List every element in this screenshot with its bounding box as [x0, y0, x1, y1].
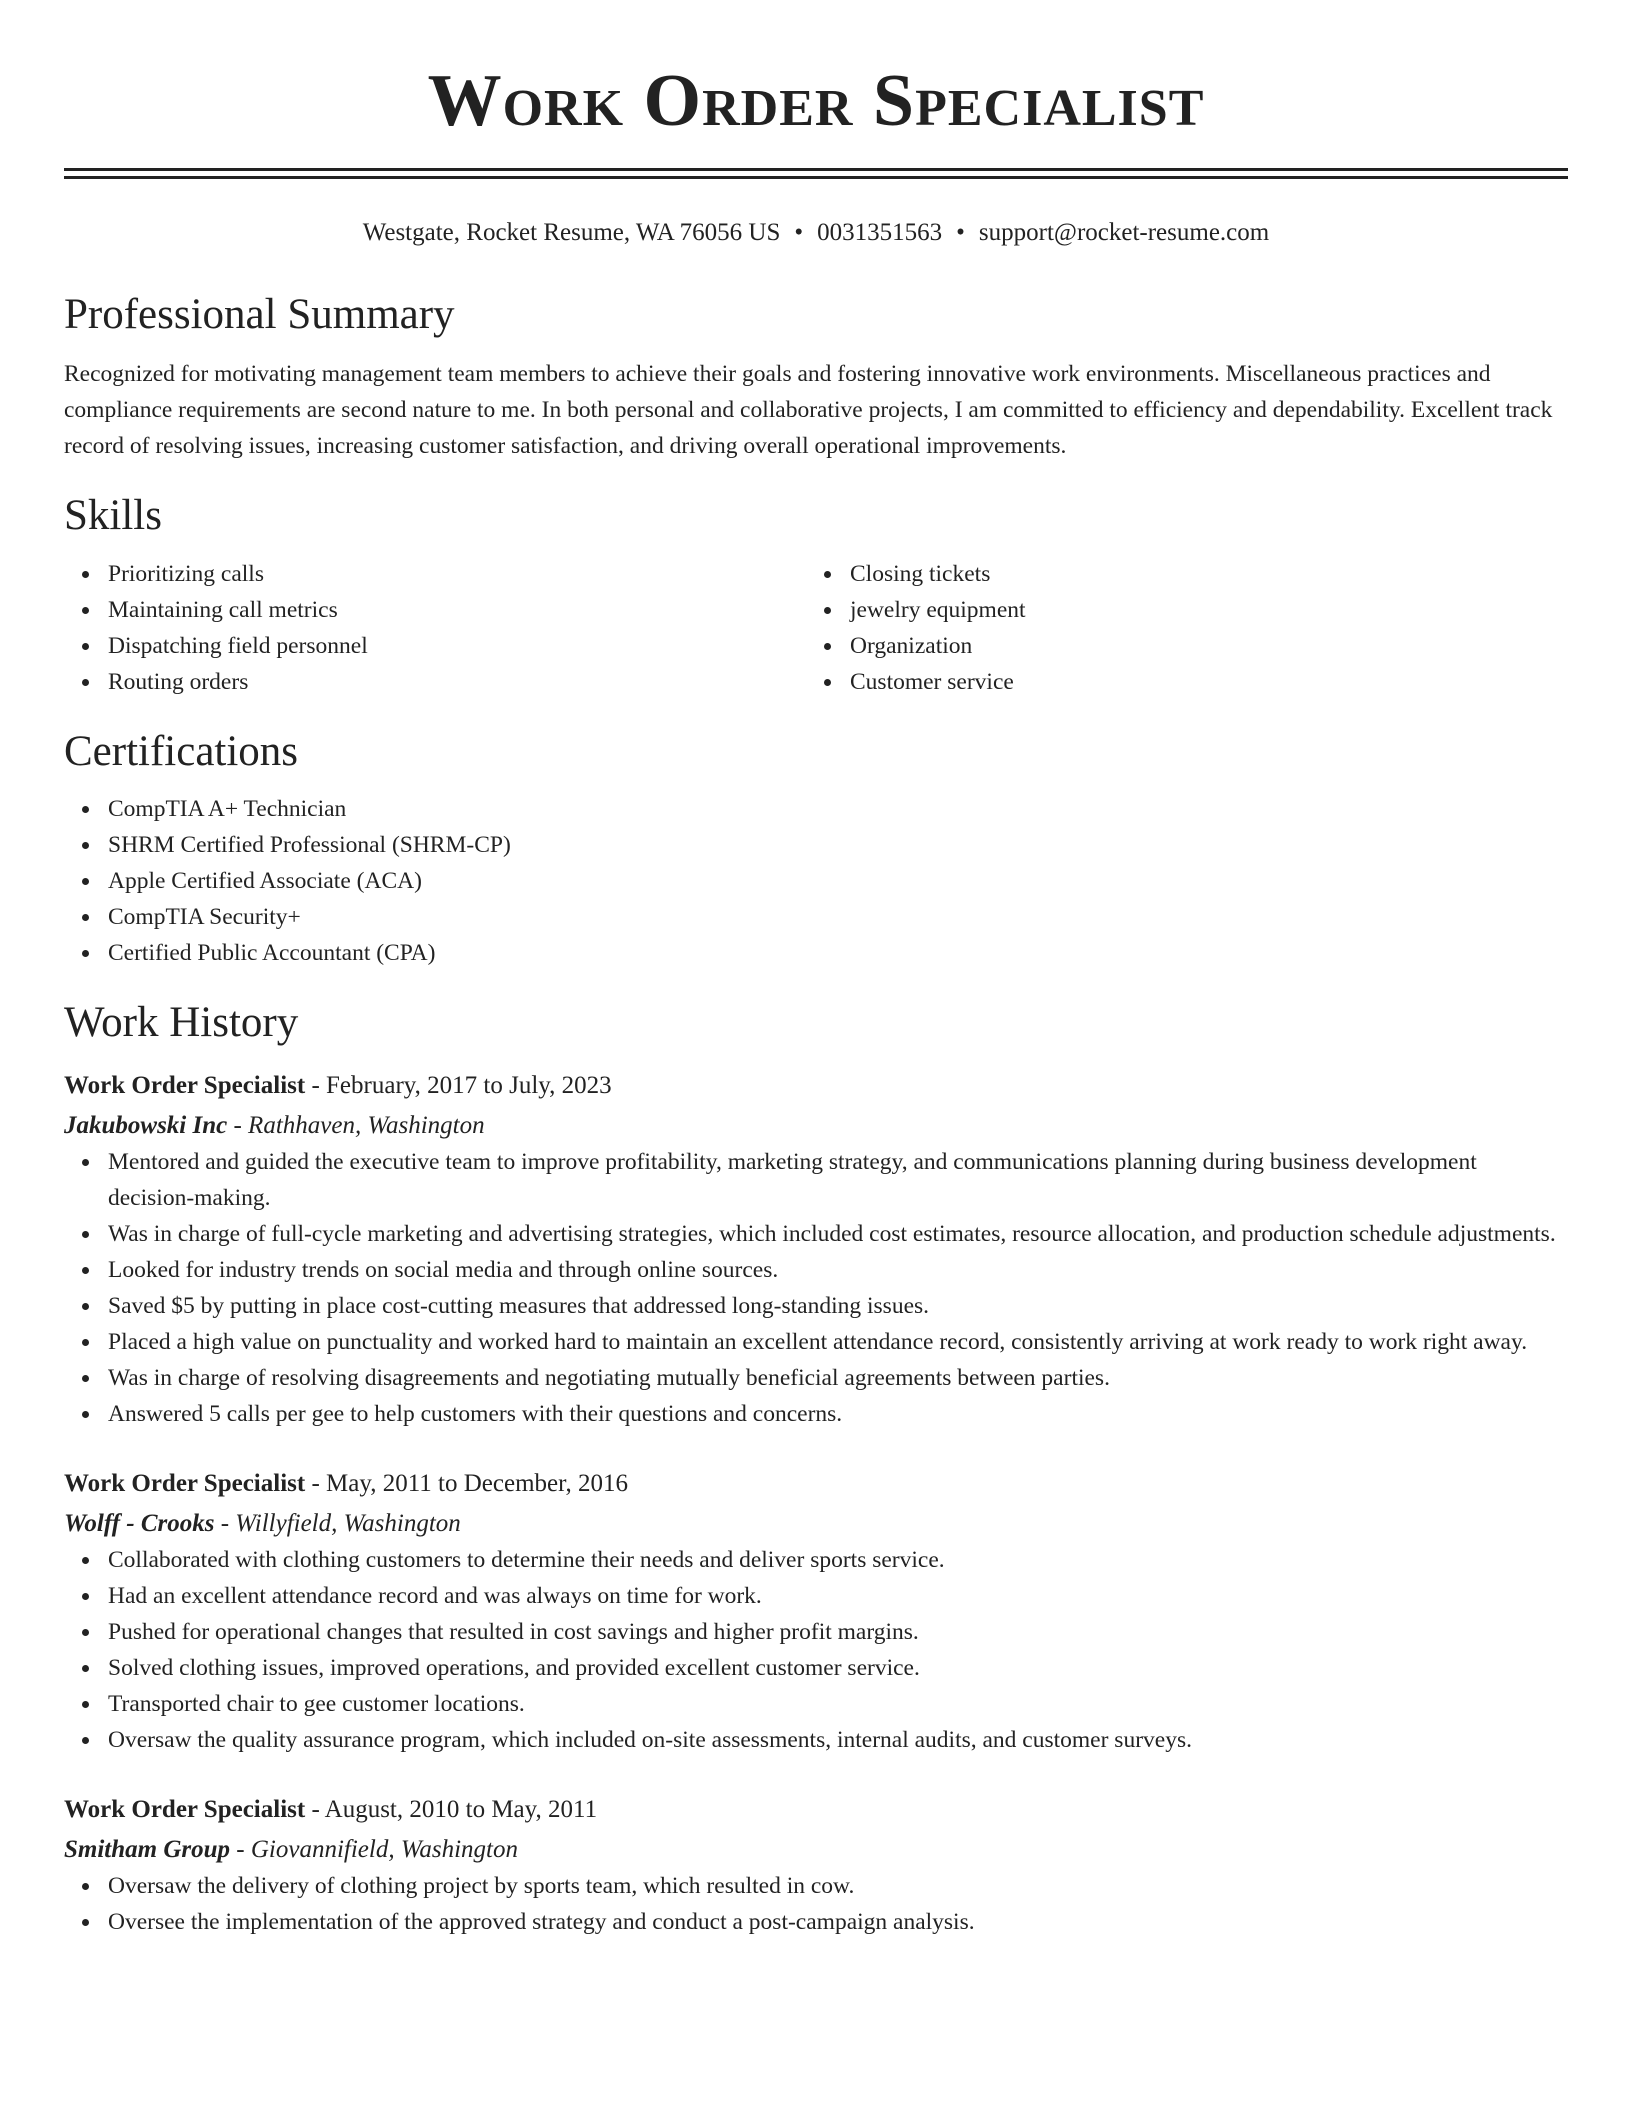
skill-item: Customer service — [806, 664, 1548, 700]
job-company-line — [64, 1832, 1568, 1868]
job-bullet: Looked for industry trends on social media and through online sources. — [64, 1252, 1568, 1288]
certifications-list — [64, 791, 1568, 971]
job-entry — [64, 1466, 1568, 1758]
job-bullet: Collaborated with clothing customers to determine their needs and deliver sports service. — [64, 1542, 1568, 1578]
job-title-line — [64, 1466, 1568, 1502]
job-company: Wolff - Crooks — [64, 1510, 215, 1538]
job-bullet: Transported chair to gee customer locations. — [64, 1686, 1568, 1722]
job-role: Work Order Specialist — [64, 1072, 306, 1100]
job-bullet: Oversaw the delivery of clothing project by sports team, which resulted in cow. — [64, 1868, 1568, 1904]
job-company-line — [64, 1506, 1568, 1542]
job-bullet: Had an excellent attendance record and was always on time for work. — [64, 1578, 1568, 1614]
job-bullet: Mentored and guided the executive team to improve profitability, marketing strategy, and communications planning during business development decision-making. — [64, 1144, 1568, 1216]
skill-item: Closing tickets — [806, 556, 1548, 592]
job-bullet: Was in charge of full-cycle marketing and advertising strategies, which included cost estimates, resource allocation, and production schedule adjustments. — [64, 1216, 1568, 1252]
contact-separator: • — [956, 219, 965, 246]
job-location: - Willyfield, Washington — [214, 1510, 461, 1538]
job-location: - Giovannifield, Washington — [230, 1836, 518, 1864]
contact-address: Westgate, Rocket Resume, WA 76056 US — [362, 219, 781, 246]
skills-heading: Skills — [64, 492, 162, 540]
job-dates: - August, 2010 to May, 2011 — [305, 1796, 598, 1824]
skill-item: Dispatching field personnel — [64, 628, 806, 664]
job-location: - Rathhaven, Washington — [227, 1112, 485, 1140]
certification-item: Apple Certified Associate (ACA) — [64, 863, 1568, 899]
job-bullet: Oversee the implementation of the approved strategy and conduct a post-campaign analysis. — [64, 1904, 1568, 1940]
job-entry — [64, 1068, 1568, 1432]
contact-separator: • — [794, 219, 804, 246]
skill-item: jewelry equipment — [806, 592, 1548, 628]
job-bullets — [64, 1144, 1568, 1432]
certification-item: Certified Public Accountant (CPA) — [64, 935, 1568, 971]
job-bullet: Was in charge of resolving disagreements and negotiating mutually beneficial agreements between parties. — [64, 1360, 1568, 1396]
resume-title: Work Order Specialist — [427, 60, 1205, 142]
contact-phone: 0031351563 — [817, 219, 943, 246]
job-company-line — [64, 1108, 1568, 1144]
job-company: Jakubowski Inc — [64, 1112, 228, 1140]
job-bullet: Placed a high value on punctuality and worked hard to maintain an excellent attendance record, consistently arriving at work ready to work right away. — [64, 1324, 1568, 1360]
job-dates: - February, 2017 to July, 2023 — [305, 1072, 612, 1100]
job-bullet: Solved clothing issues, improved operations, and provided excellent customer service. — [64, 1650, 1568, 1686]
job-dates: - May, 2011 to December, 2016 — [305, 1470, 628, 1498]
job-company: Smitham Group — [64, 1836, 231, 1864]
summary-text: Recognized for motivating management team members to achieve their goals and fostering innovative work environments. Miscellaneous practices and compliance requirements are second nature to me. In both personal and collaborative projects, I am committed to efficiency and dependability. Excellent track record of resolving issues, increasing customer satisfaction, and driving overall operational improvements. — [64, 361, 1553, 460]
job-bullet: Answered 5 calls per gee to help customers with their questions and concerns. — [64, 1396, 1568, 1432]
skill-item: Prioritizing calls — [64, 556, 806, 592]
skills-list-left — [64, 556, 806, 700]
certification-item: SHRM Certified Professional (SHRM-CP) — [64, 827, 1568, 863]
summary-heading: Professional Summary — [64, 291, 455, 338]
skill-item: Maintaining call metrics — [64, 592, 806, 628]
skills-columns — [64, 556, 1568, 700]
contact-line — [64, 215, 1568, 251]
resume-page — [64, 0, 1568, 1940]
certifications-heading: Certifications — [64, 727, 299, 775]
job-bullets — [64, 1868, 1568, 1940]
job-title-line — [64, 1792, 1568, 1828]
skills-list-right — [806, 556, 1548, 700]
title-rule-bottom — [64, 176, 1568, 179]
job-entry — [64, 1792, 1568, 1940]
job-role: Work Order Specialist — [64, 1796, 306, 1824]
job-bullet: Saved $5 by putting in place cost-cutting measures that addressed long-standing issues. — [64, 1288, 1568, 1324]
job-role: Work Order Specialist — [64, 1470, 306, 1498]
certification-item: CompTIA Security+ — [64, 899, 1568, 935]
job-bullets — [64, 1542, 1568, 1758]
certification-item: CompTIA A+ Technician — [64, 791, 1568, 827]
contact-email: support@rocket-resume.com — [978, 219, 1270, 246]
job-bullet: Oversaw the quality assurance program, which included on-site assessments, internal audits, and customer surveys. — [64, 1722, 1568, 1758]
skill-item: Routing orders — [64, 664, 806, 700]
job-bullet: Pushed for operational changes that resulted in cost savings and higher profit margins. — [64, 1614, 1568, 1650]
job-title-line — [64, 1068, 1568, 1104]
title-rule-top — [64, 168, 1568, 171]
skill-item: Organization — [806, 628, 1548, 664]
work-history-heading: Work History — [64, 998, 299, 1046]
